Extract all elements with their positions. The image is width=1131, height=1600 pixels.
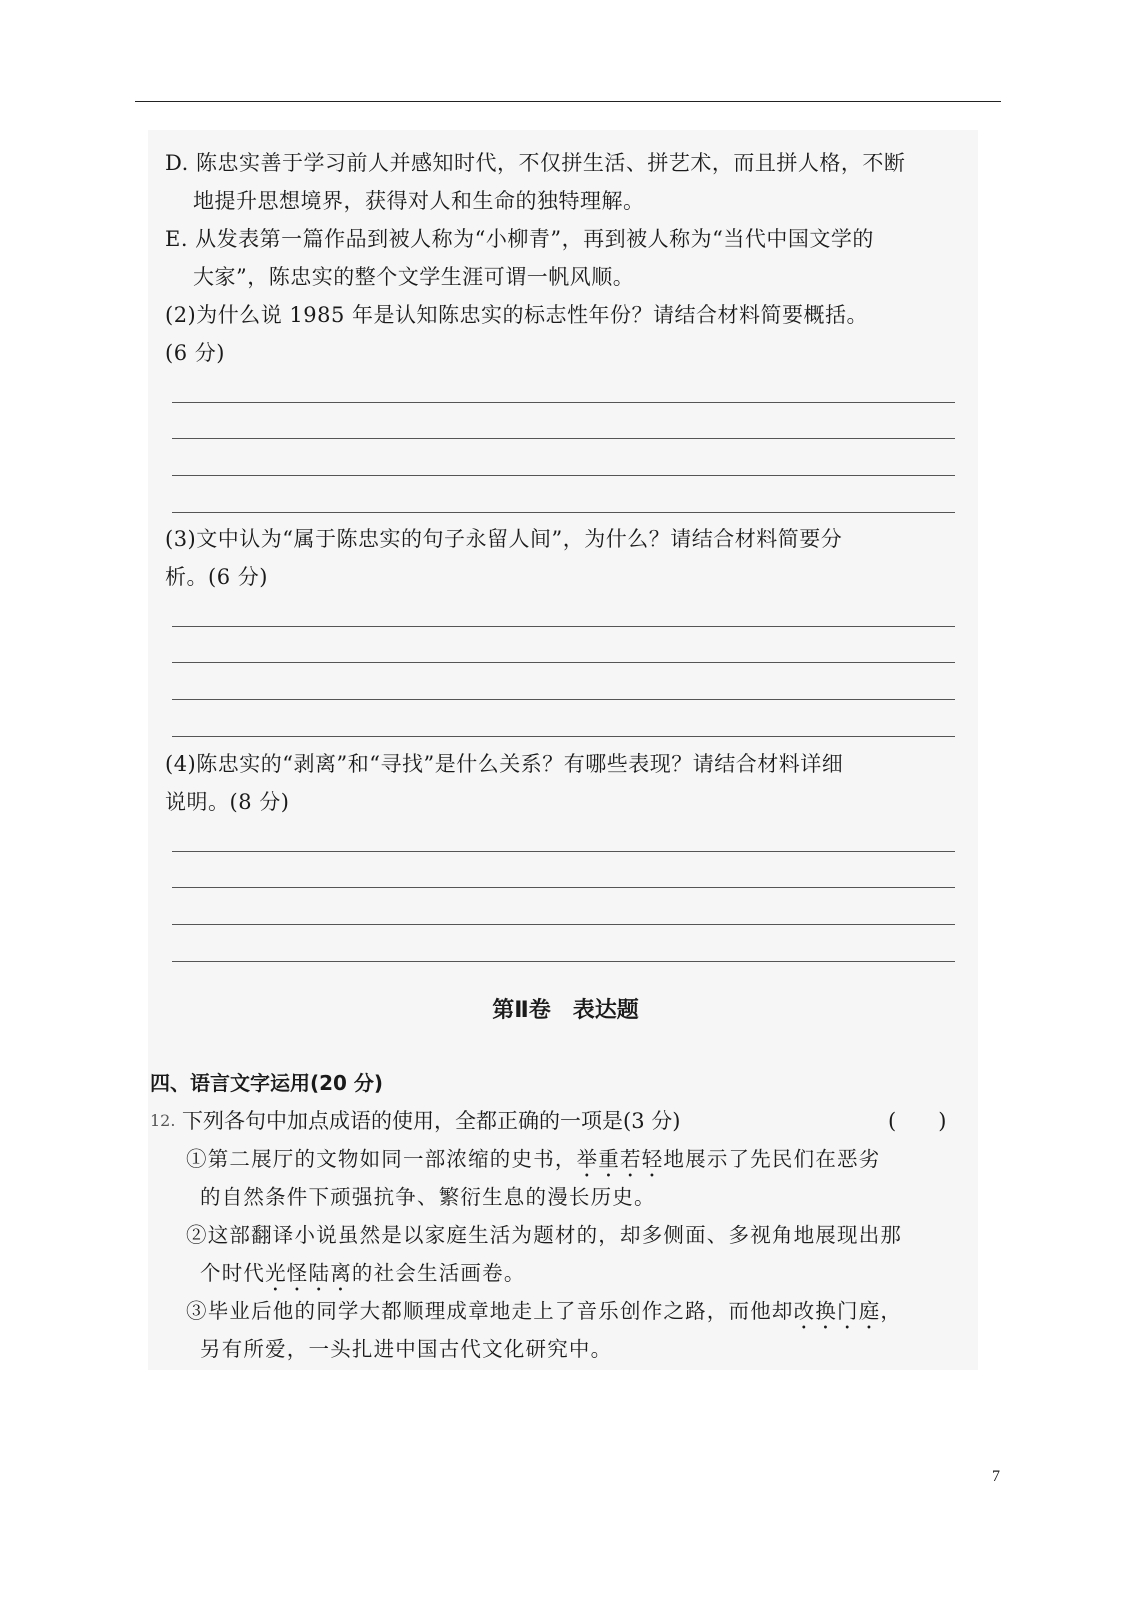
question-12 <box>150 1106 985 1136</box>
sentence-text: ③毕业后他的同学大都顺理成章地走上了音乐创作之路，而他却 <box>186 1299 794 1323</box>
answer-line[interactable] <box>172 662 955 663</box>
answer-line[interactable] <box>172 512 955 513</box>
answer-line[interactable] <box>172 851 955 852</box>
question-2-line-2: (6 分) <box>165 341 225 365</box>
sentence-2-line-2 <box>200 1258 526 1296</box>
answer-line[interactable] <box>172 699 955 700</box>
answer-line[interactable] <box>172 475 955 476</box>
sentence-text: ， <box>880 1299 903 1323</box>
header-rule <box>135 101 1001 102</box>
sentence-3-line-2: 另有所爱，一头扎进中国古代文化研究中。 <box>200 1337 613 1361</box>
answer-line[interactable] <box>172 402 955 403</box>
sentence-3-line-1 <box>186 1296 902 1334</box>
option-d-line-1: D. 陈忠实善于学习前人并感知时代，不仅拼生活、拼艺术，而且拼人格，不断 <box>165 151 906 175</box>
answer-line[interactable] <box>172 626 955 627</box>
sentence-text: ①第二展厅的文物如同一部浓缩的史书， <box>186 1147 577 1171</box>
option-e-line-1: E. 从发表第一篇作品到被人称为“小柳青”，再到被人称为“当代中国文学的 <box>165 227 874 251</box>
dotted-idiom: 光怪陆离 <box>265 1261 352 1285</box>
question-4-line-2: 说明。(8 分) <box>165 790 290 814</box>
answer-line[interactable] <box>172 961 955 962</box>
sentence-2-line-1: ②这部翻译小说虽然是以家庭生活为题材的，却多侧面、多视角地展现出那 <box>186 1223 903 1247</box>
question-number: 12. <box>150 1111 176 1130</box>
option-d-line-2: 地提升思想境界，获得对人和生命的独特理解。 <box>193 189 645 213</box>
dotted-idiom: 举重若轻 <box>576 1147 664 1171</box>
answer-line[interactable] <box>172 438 955 439</box>
sentence-1-line-2: 的自然条件下顽强抗争、繁衍生息的漫长历史。 <box>200 1185 656 1209</box>
answer-bracket[interactable]: ( ) <box>888 1109 947 1133</box>
dotted-idiom: 改换门庭 <box>793 1299 881 1323</box>
answer-line[interactable] <box>172 736 955 737</box>
question-3-line-2: 析。(6 分) <box>165 565 268 589</box>
page-number: 7 <box>992 1468 1000 1485</box>
sentence-text: 的社会生活画卷。 <box>351 1261 526 1285</box>
question-3-line-1: (3)文中认为“属于陈忠实的句子永留人间”，为什么？请结合材料简要分 <box>165 527 843 551</box>
sentence-text: 个时代 <box>200 1261 266 1285</box>
question-4-line-1: (4)陈忠实的“剥离”和“寻找”是什么关系？有哪些表现？请结合材料详细 <box>165 752 844 776</box>
option-e-line-2: 大家”，陈忠实的整个文学生涯可谓一帆风顺。 <box>193 265 635 289</box>
answer-line[interactable] <box>172 887 955 888</box>
sentence-text: 地展示了先民们在恶劣 <box>663 1147 881 1171</box>
section-title: 第Ⅱ卷 表达题 <box>492 998 639 1023</box>
answer-line[interactable] <box>172 924 955 925</box>
question-12-stem: 下列各句中加点成语的使用，全都正确的一项是(3 分) <box>182 1109 681 1133</box>
question-2-line-1: (2)为什么说 1985 年是认知陈忠实的标志性年份？请结合材料简要概括。 <box>165 303 869 327</box>
sentence-1-line-1 <box>186 1144 880 1182</box>
part-heading: 四、语言文字运用(20 分) <box>150 1071 384 1095</box>
